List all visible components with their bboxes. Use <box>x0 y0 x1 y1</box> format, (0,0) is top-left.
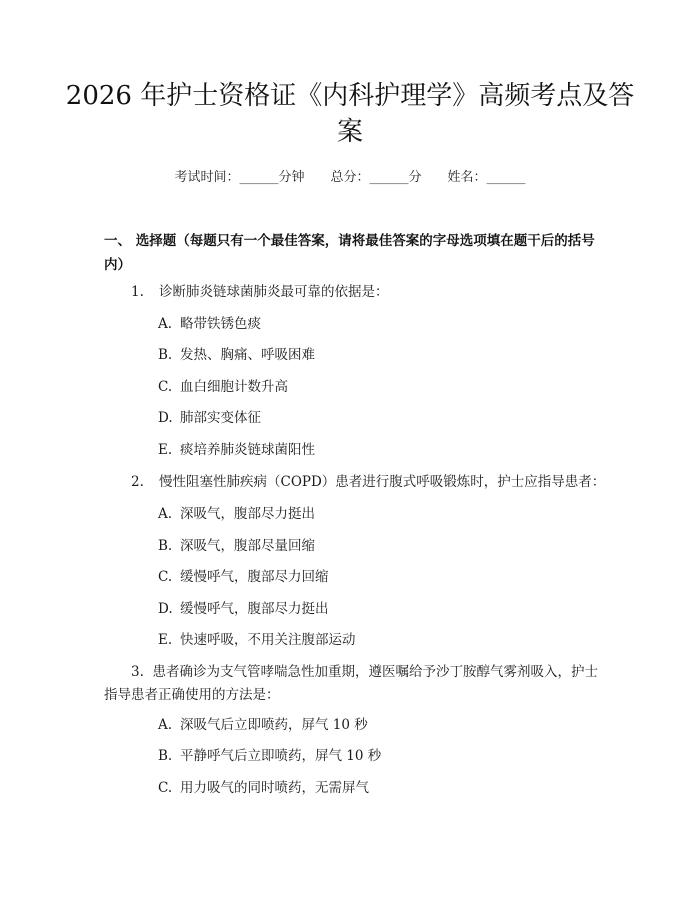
option-text: 肺部实变体征 <box>180 410 261 426</box>
question-1-stem <box>131 281 389 303</box>
document-title: 2026 年护士资格证《内科护理学》高频考点及答案 <box>65 81 635 147</box>
question-3-option-c <box>158 777 369 799</box>
question-number: 1. <box>131 284 144 300</box>
option-text: 缓慢呼气，腹部尽力挺出 <box>180 601 329 617</box>
option-letter: E. <box>158 442 173 458</box>
section-heading: 一、 选择题（每题只有一个最佳答案，请将最佳答案的字母选项填在题干后的括号内） <box>104 233 595 273</box>
question-3-option-a <box>158 714 368 736</box>
exam-time-label: 考试时间： <box>174 170 240 185</box>
option-letter: A. <box>158 506 173 522</box>
question-1-option-c <box>158 376 288 398</box>
exam-time-unit: 分钟 <box>278 170 305 185</box>
exam-time-blank: ______ <box>239 170 279 185</box>
option-text: 发热、胸痛、呼吸困难 <box>180 347 315 363</box>
option-letter: D. <box>158 410 173 426</box>
option-letter: C. <box>158 379 173 395</box>
option-text: 血白细胞计数升高 <box>180 379 288 395</box>
question-text: 慢性阻塞性肺疾病（COPD）患者进行腹式呼吸锻炼时，护士应指导患者： <box>159 474 606 490</box>
option-text: 深吸气，腹部尽量回缩 <box>180 538 315 554</box>
question-2-stem <box>131 471 605 493</box>
option-text: 用力吸气的同时喷药，无需屏气 <box>180 780 369 796</box>
option-letter: A. <box>158 316 173 332</box>
option-text: 深吸气，腹部尽力挺出 <box>180 506 315 522</box>
question-3-option-b <box>158 745 381 767</box>
question-text: 患者确诊为支气管哮喘急性加重期，遵医嘱给予沙丁胺醇气雾剂吸入，护士指导患者正确使用的方法是： <box>104 664 598 703</box>
option-letter: B. <box>158 538 173 554</box>
option-letter: C. <box>158 780 173 796</box>
option-letter: E. <box>158 632 173 648</box>
option-letter: A. <box>158 717 173 733</box>
option-text: 快速呼吸，不用关注腹部运动 <box>180 632 356 648</box>
name-label: 姓名： <box>447 170 487 185</box>
question-number: 3. <box>131 664 144 680</box>
option-letter: D. <box>158 601 173 617</box>
option-letter: C. <box>158 569 173 585</box>
total-score-blank: ______ <box>369 170 409 185</box>
option-text: 深吸气后立即喷药，屏气 10 秒 <box>180 717 368 733</box>
question-1-option-d <box>158 407 261 429</box>
total-score-label: 总分： <box>330 170 370 185</box>
question-3-stem <box>104 661 604 707</box>
question-1-option-b <box>158 344 315 366</box>
question-1-option-a <box>158 313 261 335</box>
question-number: 2. <box>131 474 144 490</box>
option-text: 痰培养肺炎链球菌阳性 <box>180 442 315 458</box>
option-text: 平静呼气后立即喷药，屏气 10 秒 <box>180 748 382 764</box>
question-2-option-b <box>158 535 315 557</box>
option-letter: B. <box>158 748 173 764</box>
option-text: 缓慢呼气，腹部尽力回缩 <box>180 569 329 585</box>
question-2-option-d <box>158 598 329 620</box>
question-2-option-a <box>158 503 315 525</box>
question-text: 诊断肺炎链球菌肺炎最可靠的依据是： <box>159 284 389 300</box>
question-2-option-e <box>158 629 356 651</box>
option-letter: B. <box>158 347 173 363</box>
question-2-option-c <box>158 566 329 588</box>
question-1-option-e <box>158 439 315 461</box>
option-text: 略带铁锈色痰 <box>180 316 261 332</box>
total-score-unit: 分 <box>408 170 422 185</box>
name-blank: ______ <box>486 170 526 185</box>
exam-info-line <box>0 168 700 188</box>
